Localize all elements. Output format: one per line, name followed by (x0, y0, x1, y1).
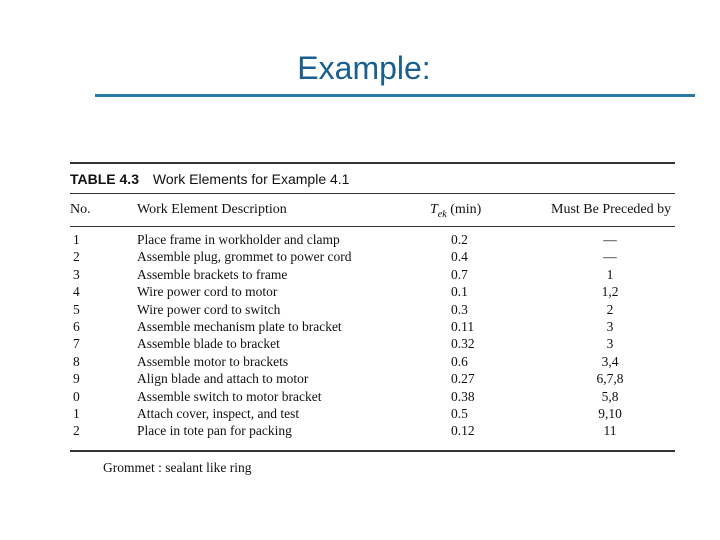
row-number: 3 (73, 266, 80, 282)
row-time: 0.27 (451, 371, 475, 387)
title-underline (95, 94, 695, 97)
row-description: Assemble switch to motor bracket (137, 388, 322, 404)
row-time: 0.12 (451, 423, 475, 439)
header-description: Work Element Description (137, 202, 287, 217)
row-time: 0.38 (451, 388, 475, 404)
row-description: Align blade and attach to motor (137, 371, 309, 387)
row-number: 4 (73, 284, 80, 300)
row-description: Assemble mechanism plate to bracket (137, 318, 342, 334)
header-no: No. (70, 202, 91, 217)
table-row (70, 267, 675, 284)
row-number: 1 (73, 405, 80, 421)
table-row (70, 336, 675, 353)
row-predecessors: 5,8 (601, 388, 619, 404)
row-time: 0.2 (451, 232, 468, 247)
header-time (430, 202, 481, 220)
table-label: TABLE 4.3 (70, 171, 139, 187)
row-description: Place in tote pan for packing (137, 423, 292, 439)
row-time: 0.5 (451, 405, 468, 421)
row-description: Assemble plug, grommet to power cord (137, 249, 352, 265)
table-body (70, 232, 675, 441)
table-row (70, 406, 675, 423)
row-number: 6 (73, 318, 80, 334)
row-description: Wire power cord to switch (137, 301, 281, 317)
row-time: 0.7 (451, 266, 468, 282)
row-number: 2 (73, 423, 80, 439)
row-description: Attach cover, inspect, and test (137, 405, 300, 421)
row-time: 0.11 (451, 318, 475, 334)
table-header-rule (70, 226, 675, 227)
table-row (70, 302, 675, 319)
row-predecessors: 1,2 (601, 284, 619, 300)
footnote: Grommet : sealant like ring (103, 460, 252, 475)
table-row (70, 319, 675, 336)
row-description: Assemble motor to brackets (137, 353, 289, 369)
row-predecessors: 9,10 (598, 405, 622, 421)
table-row (70, 249, 675, 266)
row-predecessors: 3 (606, 318, 614, 334)
row-time: 0.32 (451, 336, 475, 352)
row-predecessors: 2 (606, 301, 614, 317)
time-unit: (min) (450, 202, 482, 217)
row-description: Assemble blade to bracket (137, 336, 280, 352)
row-predecessors: 11 (603, 423, 617, 439)
row-time: 0.6 (451, 353, 468, 369)
row-time: 0.4 (451, 249, 468, 265)
table-caption-rule (70, 193, 675, 194)
header-predecessors: Must Be Preceded by (551, 202, 672, 217)
time-symbol: $T_{ek}$ (430, 202, 447, 220)
row-predecessors: 1 (606, 266, 614, 282)
row-number: 7 (73, 336, 80, 352)
table-row (70, 232, 675, 249)
slide-title: Example: (297, 50, 431, 86)
table-row (70, 389, 675, 406)
row-description: Wire power cord to motor (137, 284, 278, 300)
row-number: 2 (73, 249, 80, 265)
row-predecessors: — (603, 232, 617, 247)
row-predecessors: 3 (606, 336, 614, 352)
row-time: 0.1 (451, 284, 468, 300)
table-title: Work Elements for Example 4.1 (152, 171, 350, 187)
row-predecessors: 6,7,8 (596, 371, 624, 387)
table-row (70, 284, 675, 301)
row-description: Assemble brackets to frame (137, 266, 288, 282)
row-number: 9 (73, 371, 80, 387)
table-caption (70, 171, 349, 187)
row-number: 1 (73, 232, 80, 247)
table-row (70, 423, 675, 440)
table-bottom-rule (70, 450, 675, 452)
table-row (70, 354, 675, 371)
row-description: Place frame in workholder and clamp (137, 232, 340, 247)
row-time: 0.3 (451, 301, 468, 317)
row-predecessors: 3,4 (601, 353, 619, 369)
row-number: 8 (73, 353, 80, 369)
row-number: 5 (73, 301, 80, 317)
table-row (70, 371, 675, 388)
row-predecessors: — (603, 249, 617, 265)
table-top-rule (70, 162, 675, 164)
row-number: 0 (73, 388, 80, 404)
